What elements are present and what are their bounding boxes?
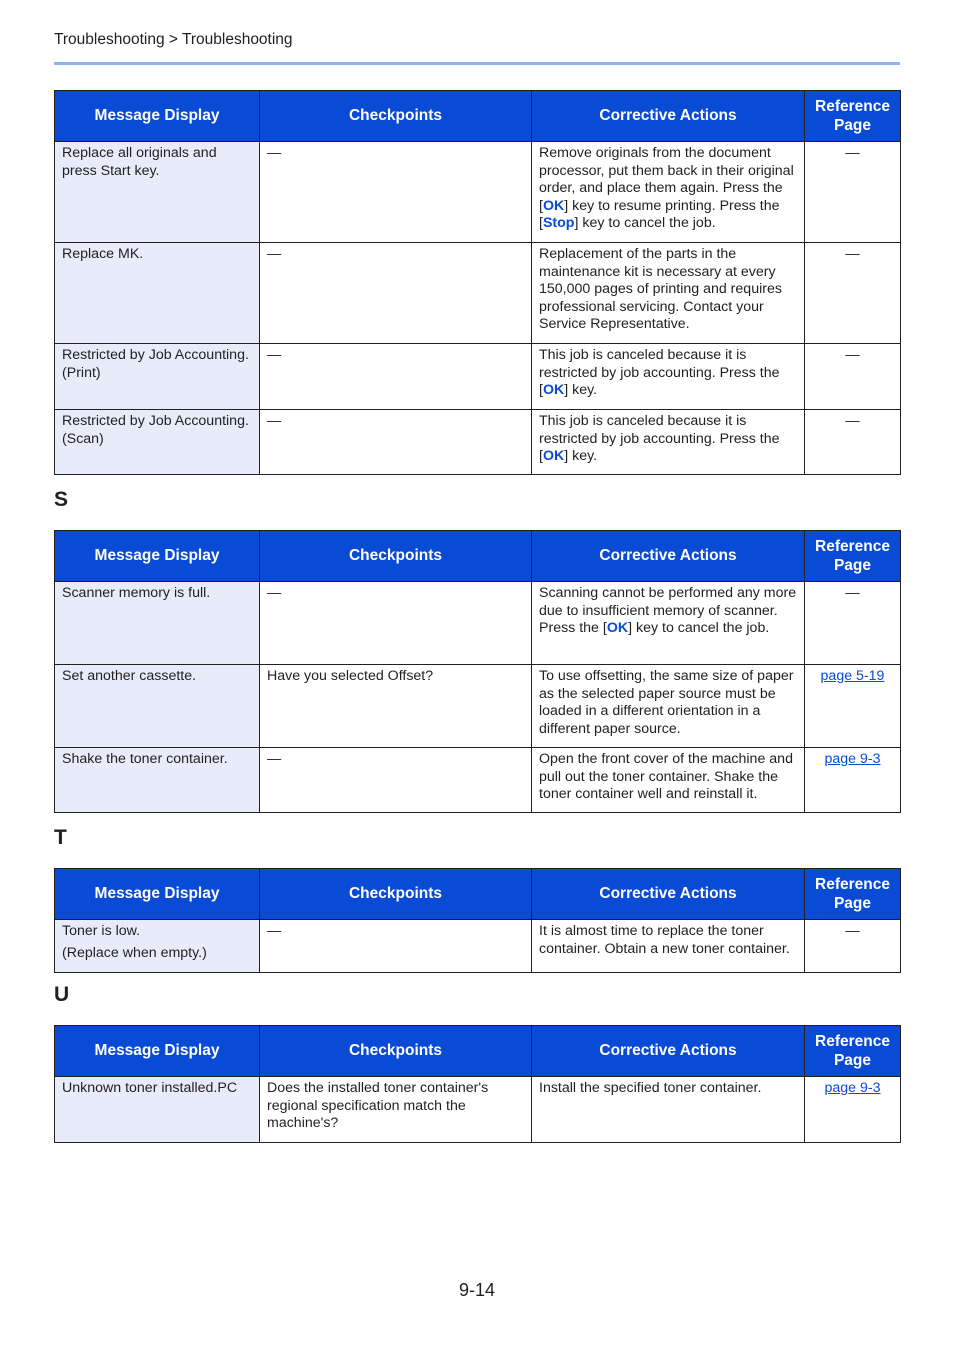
header-checkpoints: Checkpoints (260, 1026, 532, 1077)
action-cell: Scanning cannot be performed any more due to insufficient memory of scanner. Press the [OK] key to cancel the job. (532, 582, 805, 665)
header-reference-page: Reference Page (805, 91, 901, 142)
table-header-row (55, 869, 901, 920)
ok-key-label: OK (542, 448, 565, 465)
header-message-display: Message Display (55, 91, 260, 142)
header-corrective-actions: Corrective Actions (532, 91, 805, 142)
checkpoints-cell: — (260, 142, 532, 243)
header-checkpoints: Checkpoints (260, 531, 532, 582)
checkpoints-cell: Have you selected Offset? (260, 665, 532, 748)
section-letter-s: S (54, 488, 69, 511)
section-letter-t: T (54, 826, 67, 849)
reference-cell: — (805, 142, 901, 243)
checkpoints-cell: Does the installed toner container's regional specification match the machine's? (260, 1077, 532, 1143)
ok-key-label: OK (542, 197, 565, 214)
checkpoints-cell: — (260, 748, 532, 813)
reference-cell (805, 1077, 901, 1143)
page-link-9-3[interactable]: page 9-3 (824, 751, 881, 767)
header-reference-page: Reference Page (805, 531, 901, 582)
checkpoints-cell: — (260, 344, 532, 410)
header-rule (54, 62, 900, 65)
message-cell: Replace MK. (55, 243, 260, 344)
table-row (55, 665, 901, 748)
checkpoints-cell: — (260, 410, 532, 475)
reference-cell (805, 748, 901, 813)
checkpoints-cell: — (260, 582, 532, 665)
action-cell: To use offsetting, the same size of paper as the selected paper source must be loaded in a different orientation in a different paper source. (532, 665, 805, 748)
message-cell: Restricted by Job Accounting. (Scan) (55, 410, 260, 475)
header-corrective-actions: Corrective Actions (532, 1026, 805, 1077)
header-message-display: Message Display (55, 531, 260, 582)
message-cell: Set another cassette. (55, 665, 260, 748)
troubleshooting-table-t (54, 868, 901, 973)
header-corrective-actions: Corrective Actions (532, 869, 805, 920)
table-row (55, 344, 901, 410)
table-header-row (55, 1026, 901, 1077)
action-cell: This job is canceled because it is restricted by job accounting. Press the [OK] key. (532, 410, 805, 475)
reference-cell: — (805, 410, 901, 475)
stop-key-label: Stop (542, 215, 575, 232)
reference-cell: — (805, 344, 901, 410)
page-link-5-19[interactable]: page 5-19 (820, 668, 885, 684)
ok-key-label: OK (542, 382, 565, 399)
page-link-9-3[interactable]: page 9-3 (824, 1080, 881, 1096)
action-cell: Open the front cover of the machine and pull out the toner container. Shake the toner container well and reinstall it. (532, 748, 805, 813)
header-reference-page: Reference Page (805, 1026, 901, 1077)
reference-cell: — (805, 243, 901, 344)
table-header-row (55, 91, 901, 142)
message-cell: Unknown toner installed.PC (55, 1077, 260, 1143)
action-cell: Replacement of the parts in the maintenance kit is necessary at every 150,000 pages of printing and requires professional servicing. Contact your Service Representative. (532, 243, 805, 344)
action-cell: It is almost time to replace the toner container. Obtain a new toner container. (532, 920, 805, 973)
header-reference-page: Reference Page (805, 869, 901, 920)
table-row (55, 582, 901, 665)
checkpoints-cell: — (260, 243, 532, 344)
section-letter-u: U (54, 983, 70, 1006)
troubleshooting-table-s (54, 530, 901, 813)
checkpoints-cell: — (260, 920, 532, 973)
troubleshooting-table-r (54, 90, 901, 475)
page-number: 9-14 (458, 1280, 496, 1300)
table-row (55, 748, 901, 813)
message-cell: Toner is low. (Replace when empty.) (55, 920, 260, 973)
table-row (55, 142, 901, 243)
breadcrumb: Troubleshooting > Troubleshooting (54, 31, 293, 48)
header-message-display: Message Display (55, 869, 260, 920)
reference-cell: — (805, 920, 901, 973)
reference-cell (805, 665, 901, 748)
message-cell: Scanner memory is full. (55, 582, 260, 665)
table-row (55, 920, 901, 973)
header-message-display: Message Display (55, 1026, 260, 1077)
table-row (55, 1077, 901, 1143)
header-corrective-actions: Corrective Actions (532, 531, 805, 582)
table-header-row (55, 531, 901, 582)
message-cell: Shake the toner container. (55, 748, 260, 813)
table-row (55, 243, 901, 344)
message-cell: Restricted by Job Accounting. (Print) (55, 344, 260, 410)
action-cell: This job is canceled because it is restricted by job accounting. Press the [OK] key. (532, 344, 805, 410)
table-row (55, 410, 901, 475)
action-cell: Install the specified toner container. (532, 1077, 805, 1143)
reference-cell: — (805, 582, 901, 665)
ok-key-label: OK (606, 620, 629, 637)
header-checkpoints: Checkpoints (260, 869, 532, 920)
troubleshooting-table-u (54, 1025, 901, 1143)
action-cell: Remove originals from the document processor, put them back in their original order, and place them again. Press the [OK] key to resume printing. Press the [Stop] key to cancel the job. (532, 142, 805, 243)
message-cell: Replace all originals and press Start key. (55, 142, 260, 243)
header-checkpoints: Checkpoints (260, 91, 532, 142)
